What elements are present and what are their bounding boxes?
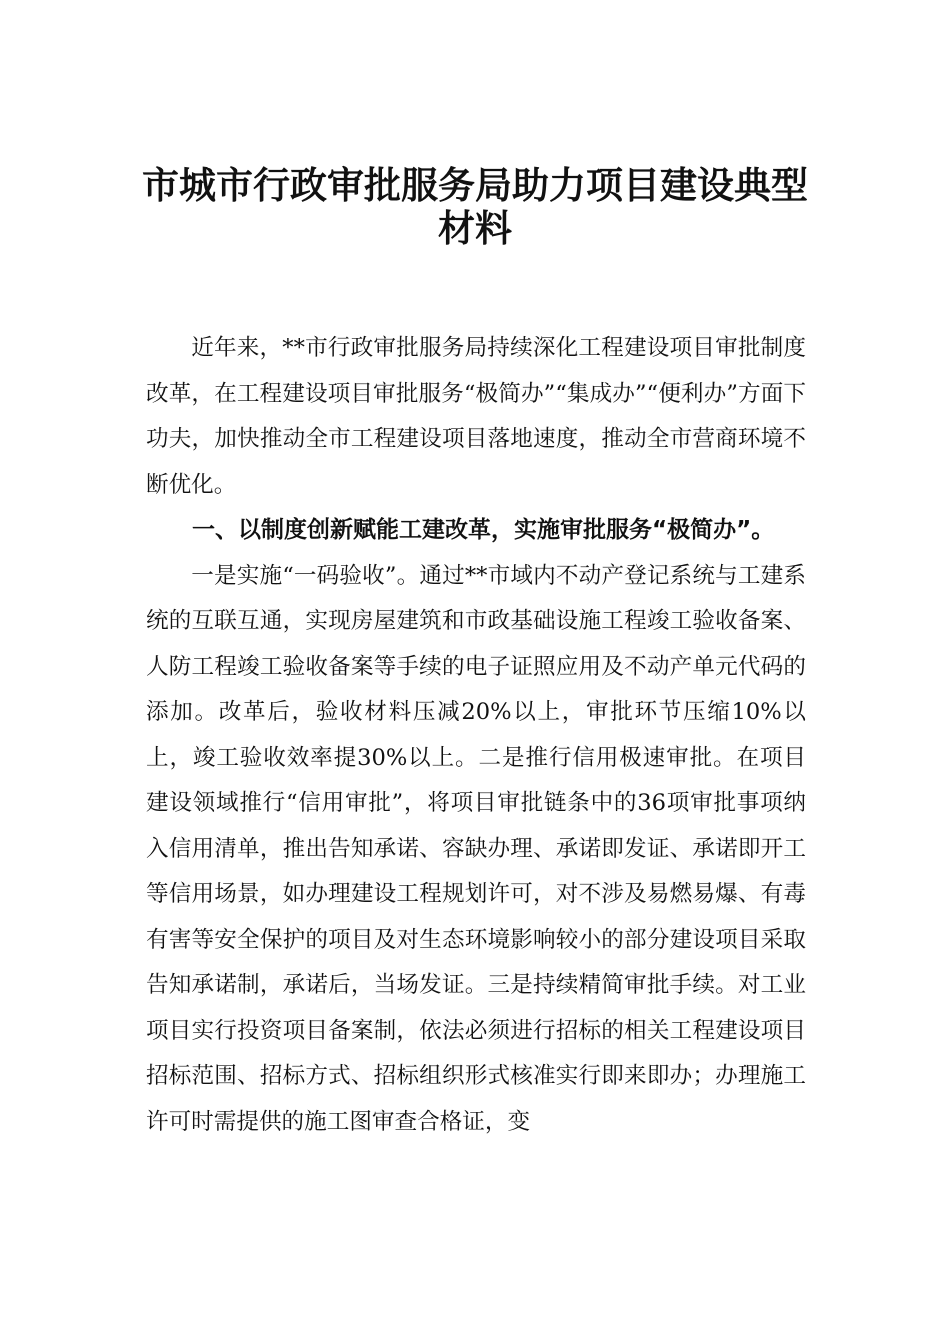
document-body — [146, 326, 806, 1145]
section-1-heading: 一、以制度创新赋能工建改革，实施审批服务“极简办”。 — [192, 517, 775, 543]
document-title-line-2: 材料 — [438, 206, 512, 250]
section-1-paragraph: 一是实施“一码验收”。通过**市域内不动产登记系统与工建系统的互联互通，实现房屋建筑和市政基础设施工程竣工验收备案、人防工程竣工验收备案等手续的电子证照应用及不动产单元代码的添加。改革后，验收材料压减20%以上，审批环节压缩10%以上，竣工验收效率提30%以上。二是推行信用极速审批。在项目建设领域推行“信用审批”，将项目审批链条中的36项审批事项纳入信用清单，推出告知承诺、容缺办理、承诺即发证、承诺即开工等信用场景，如办理建设工程规划许可，对不涉及易燃易爆、有毒有害等安全保护的项目及对生态环境影响较小的部分建设项目采取告知承诺制，承诺后，当场发证。三是持续精简审批手续。对工业项目实行投资项目备案制，依法必须进行招标的相关工程建设项目招标范围、招标方式、招标组织形式核准实行即来即办；办理施工许可时需提供的施工图审查合格证，变 — [146, 562, 806, 1135]
document-title-line-1: 市城市行政审批服务局助力项目建设典型 — [142, 163, 808, 207]
intro-paragraph: 近年来，**市行政审批服务局持续深化工程建设项目审批制度改革，在工程建设项目审批服务“极简办”“集成办”“便利办”方面下功夫，加快推动全市工程建设项目落地速度，推动全市营商环境不断优化。 — [146, 335, 806, 498]
